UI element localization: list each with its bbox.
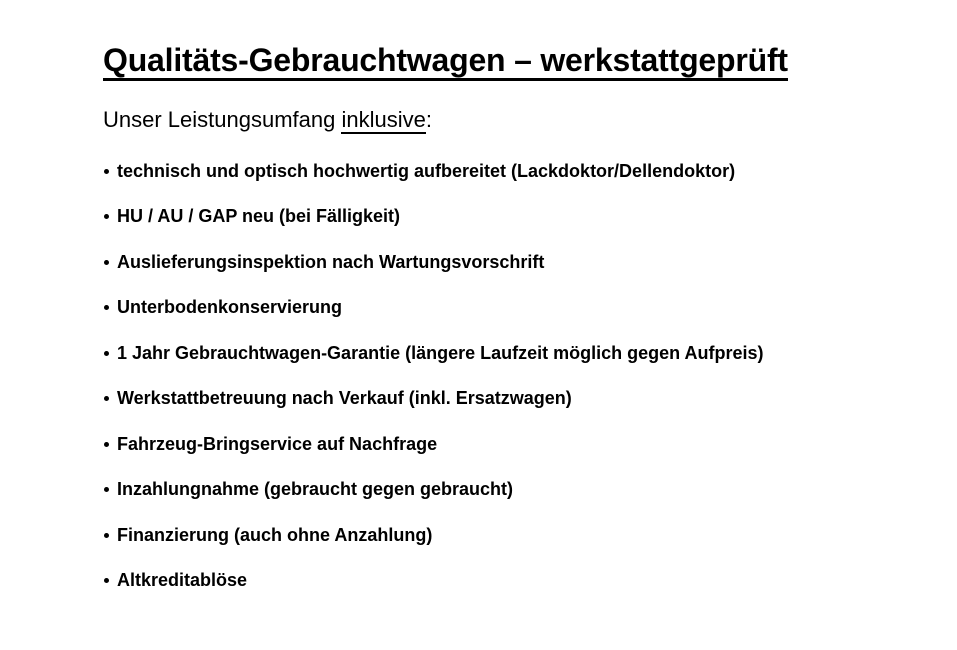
- list-item: [103, 524, 917, 547]
- bullet-dot-icon: [104, 578, 109, 583]
- list-item: [103, 205, 917, 228]
- list-item-label: HU / AU / GAP neu (bei Fälligkeit): [117, 206, 401, 227]
- page-title: [103, 41, 917, 79]
- list-item: [103, 478, 917, 501]
- list-item-label: Fahrzeug-Bringservice auf Nachfrage: [117, 433, 438, 454]
- subtitle-underlined-word: inklusive: [341, 107, 426, 133]
- list-item: [103, 342, 917, 365]
- bullet-dot-icon: [104, 396, 109, 401]
- list-item: [103, 251, 917, 274]
- list-item: [103, 569, 917, 592]
- list-item: [103, 433, 917, 456]
- bullet-dot-icon: [104, 351, 109, 356]
- list-item: [103, 387, 917, 410]
- list-item-label: technisch und optisch hochwertig aufbereitet (Lackdoktor/Dellendoktor): [117, 160, 736, 181]
- subtitle: [103, 107, 917, 133]
- page-title-text: Qualitäts-Gebrauchtwagen – werkstattgeprüft: [103, 42, 788, 81]
- bullet-dot-icon: [104, 533, 109, 538]
- list-item: [103, 160, 917, 183]
- subtitle-prefix: Unser Leistungsumfang: [103, 107, 342, 133]
- list-item: [103, 296, 917, 319]
- list-item-label: Unterbodenkonservierung: [117, 297, 343, 318]
- subtitle-colon: :: [425, 107, 432, 133]
- bullet-dot-icon: [104, 214, 109, 219]
- list-item-label: Finanzierung (auch ohne Anzahlung): [117, 524, 433, 545]
- list-item-label: 1 Jahr Gebrauchtwagen-Garantie (längere Laufzeit möglich gegen Aufpreis): [117, 342, 764, 363]
- list-item-label: Auslieferungsinspektion nach Wartungsvorschrift: [117, 251, 545, 272]
- bullet-dot-icon: [104, 260, 109, 265]
- list-item-label: Werkstattbetreuung nach Verkauf (inkl. Ersatzwagen): [117, 388, 572, 409]
- bullet-dot-icon: [104, 305, 109, 310]
- bullet-dot-icon: [104, 487, 109, 492]
- list-item-label: Inzahlungnahme (gebraucht gegen gebraucht): [117, 479, 514, 500]
- service-list: [103, 160, 917, 592]
- bullet-dot-icon: [104, 169, 109, 174]
- bullet-dot-icon: [104, 442, 109, 447]
- list-item-label: Altkreditablöse: [117, 570, 248, 591]
